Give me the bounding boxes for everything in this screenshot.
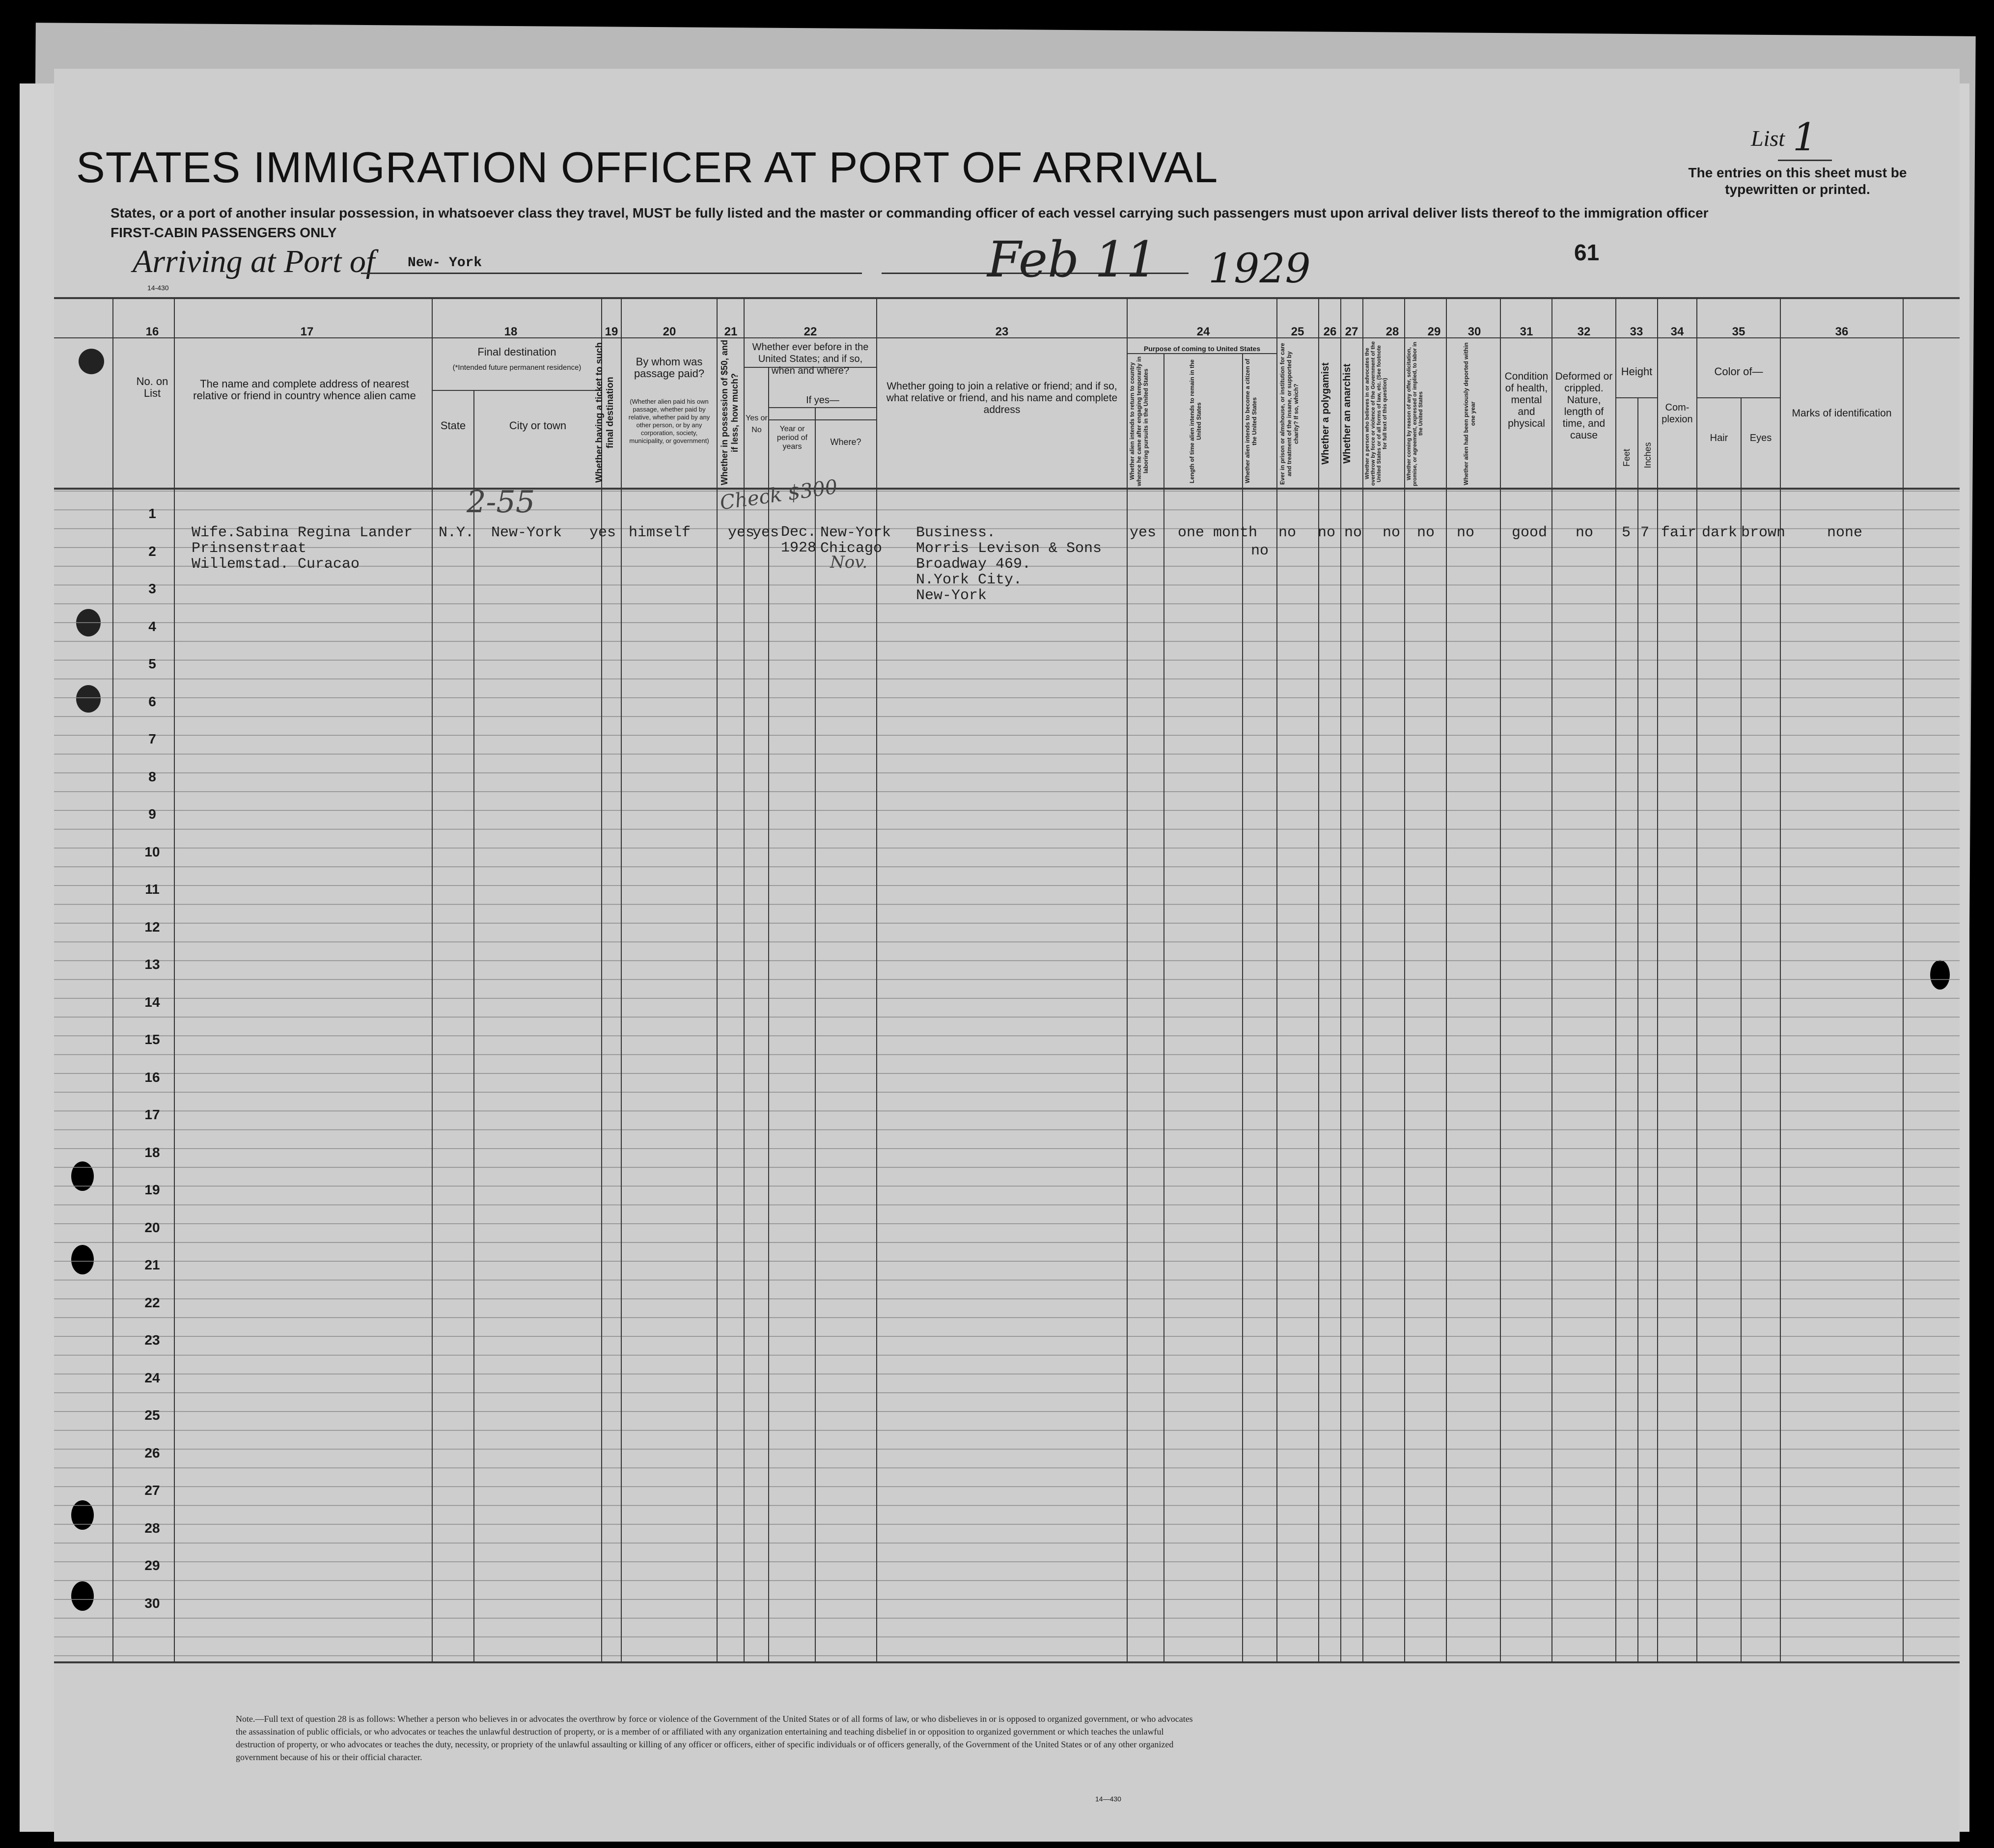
col-num-28: 28 [1385, 325, 1399, 338]
row-number: 1 [148, 506, 156, 521]
header-marks: Marks of identification [1792, 408, 1892, 419]
handwritten-money-note: Check $300 [718, 475, 839, 515]
list-label: List [1751, 126, 1785, 151]
col-num-17: 17 [300, 325, 314, 338]
col-num-19: 19 [605, 325, 618, 338]
header-money: Whether in possession of $50, and if less, how much? [720, 339, 740, 486]
header-join: Whether going to join a relative or friend; and if so, what relative or friend, and his name and complete address [886, 381, 1118, 415]
list-number: 1 [1778, 115, 1832, 161]
header-where: Where? [830, 437, 861, 447]
handwritten-destination-note: 2-55 [467, 484, 535, 520]
header-prison: Ever in prison or almshouse, or institution for care and treatment of the insane, or supported by charity? If so, which? [1279, 343, 1300, 485]
anarchist-value: no [1344, 524, 1362, 541]
row-number: 16 [144, 1069, 160, 1085]
col-num-22: 22 [803, 325, 817, 338]
eyes-value: brown [1741, 524, 1786, 541]
row-number: 11 [145, 882, 160, 897]
length-of-stay: one month [1178, 524, 1258, 541]
join-line4: N.York City. [916, 572, 1023, 588]
form-code: 14-430 [147, 284, 169, 292]
row-number: 10 [144, 844, 160, 859]
header-hair: Hair [1710, 433, 1728, 443]
col-num-26: 26 [1323, 325, 1337, 338]
footer-form-code: 14—430 [1095, 1795, 1121, 1803]
header-final-destination: Final destination [477, 346, 556, 358]
header-year-period: Year or period of years [776, 425, 808, 451]
row-number: 18 [144, 1144, 160, 1160]
arrival-date: Feb 11 [987, 231, 1158, 288]
header-height: Height [1621, 365, 1653, 378]
relative-line2: Prinsenstraat [192, 540, 307, 557]
row-number: 17 [144, 1107, 160, 1122]
header-no-on-list: No. on List [136, 375, 168, 399]
q28-value: no [1383, 524, 1401, 541]
header-color: Color of— [1714, 365, 1763, 378]
form-title: STATES IMMIGRATION OFFICER AT PORT OF ARRIVAL [76, 143, 1219, 192]
header-polygamist: Whether a polygamist [1320, 362, 1331, 465]
form-subtitle: States, or a port of another insular possession, in whatsoever class they travel, MUST be fully listed and the master or commanding officer of each vessel carrying such passengers must upon arrival deliver lists thereof to the immigration officer [111, 205, 1709, 221]
row-number: 9 [148, 806, 156, 822]
inches-value: 7 [1640, 524, 1650, 541]
where-line1: New-York [820, 524, 891, 541]
header-length: Length of time alien intends to remain in the United States [1189, 359, 1202, 483]
header-if-yes: If yes— [806, 395, 839, 406]
handwritten-where-note: Nov. [830, 552, 868, 572]
header-return: Whether alien intends to return to country whence he came after engaging temporarily in laboring pursuits in the United States [1129, 356, 1149, 486]
footnote: Note.—Full text of question 28 is as follows: Whether a person who believes in or advocates the overthrow by force or violence of the Government of the United States or of all forms of law, or who disbelieves in or is opposed to organized government, or who advocates the assassination of public officials, or who advocates or teaches the unlawful destruction of property, or is a member of or affiliated with any organization entertaining and teaching disbelief in or opposition to organized government or which teaches the unlawful destruction of property, or who advocates or teaches the duty, necessity, or propriety of the unlawful assaulting or killing of any officer or officers, either of specific individuals or of officers generally, of the Government of the United States or of any other organized government because of his or their official character. [236, 1714, 1193, 1762]
passage-paid-by: himself [629, 524, 691, 541]
header-eyes: Eyes [1749, 433, 1772, 443]
header-yes-no: Yes or No [746, 414, 768, 434]
join-line3: Broadway 469. [916, 556, 1031, 573]
row-number: 24 [144, 1370, 160, 1385]
col-num-29: 29 [1427, 325, 1441, 338]
row-number: 15 [144, 1032, 160, 1047]
header-health: Condition of health, mental and physical [1504, 371, 1549, 429]
header-q29: Whether coming by reason of any offer, solicitation, promise, or agreement, expressed or implied, to labor in the United States [1406, 341, 1424, 486]
header-deported: Whether alien had been previously deported within one year [1463, 342, 1476, 485]
row-number: 6 [148, 693, 156, 709]
header-ticket: Whether having a ticket to such final destination [594, 342, 615, 483]
row-number: 14 [144, 994, 160, 1010]
row-number: 28 [144, 1520, 160, 1536]
join-line1: Business. [916, 524, 996, 541]
row-number: 5 [148, 656, 156, 671]
row-number: 22 [144, 1295, 160, 1310]
row-number: 20 [144, 1219, 160, 1235]
header-q28: Whether a person who believes in or advocates the overthrow by force or violence of the Government of the United States or of all forms of law, etc. (See footnote for full text of this question) [1364, 341, 1388, 486]
page-number: 61 [1574, 240, 1600, 265]
header-feet: Feet [1622, 448, 1632, 467]
col-num-24: 24 [1196, 325, 1210, 338]
health-value: good [1512, 524, 1548, 541]
header-purpose: Purpose of coming to United States [1143, 345, 1261, 353]
arrival-year: 1929 [1208, 246, 1311, 292]
hair-value: dark [1702, 524, 1738, 541]
year-period: Dec. 1928 [781, 524, 817, 556]
col-num-25: 25 [1291, 325, 1304, 338]
row-number: 30 [144, 1595, 160, 1611]
col-num-16: 16 [145, 325, 159, 338]
header-citizen: Whether alien intends to become a citizen of the United States [1244, 359, 1258, 484]
header-state: State [440, 419, 466, 432]
ticket-value: yes [589, 524, 616, 541]
deported-value: no [1457, 524, 1475, 541]
row-number: 23 [144, 1332, 160, 1348]
col-num-27: 27 [1345, 325, 1358, 338]
join-line2: Morris Levison & Sons [916, 540, 1102, 557]
complexion-value: fair [1661, 524, 1697, 541]
row-number: 13 [144, 957, 160, 972]
row-number: 7 [148, 731, 156, 746]
row-number: 8 [148, 769, 156, 784]
before-in-us: yes [752, 524, 779, 541]
row-number: 27 [144, 1483, 160, 1498]
row-number: 25 [144, 1407, 160, 1423]
row-number: 2 [148, 543, 156, 559]
col-num-35: 35 [1732, 325, 1745, 338]
destination-city: New-York [491, 524, 562, 541]
relative-line3: Willemstad. Curacao [192, 556, 360, 573]
row-number: 3 [148, 581, 156, 596]
money-value: yes [728, 524, 755, 541]
header-passage: By whom was passage paid? [634, 356, 705, 380]
return-intent: yes [1130, 524, 1157, 541]
header-final-destination-sub: (*Intended future permanent residence) [452, 363, 582, 372]
marks-value: none [1827, 524, 1863, 541]
row-number: 29 [144, 1558, 160, 1573]
col-num-30: 30 [1468, 325, 1481, 338]
entries-note: The entries on this sheet must be typewritten or printed. [1688, 165, 1907, 197]
header-deformed: Deformed or crippled. Nature, length of time, and cause [1555, 371, 1613, 441]
form-subtitle-2: FIRST-CABIN PASSENGERS ONLY [111, 225, 337, 240]
header-passage-sub: (Whether alien paid his own passage, whether paid by relative, whether paid by any other person, or by any corporation, society, municipality, or government) [628, 398, 710, 444]
where-line2: Chicago [820, 540, 883, 557]
header-inches: Inches [1643, 442, 1653, 469]
col-num-18: 18 [504, 325, 518, 338]
header-city: City or town [509, 419, 567, 432]
polygamist-value: no [1318, 524, 1336, 541]
join-line5: New-York [916, 587, 987, 604]
row-number: 12 [144, 919, 160, 935]
q29-value: no [1417, 524, 1435, 541]
col-num-33: 33 [1630, 325, 1643, 338]
deformed-value: no [1576, 524, 1594, 541]
feet-value: 5 [1622, 524, 1631, 541]
port-value: New- York [408, 255, 482, 271]
row-number: 4 [148, 618, 156, 634]
row-number: 26 [144, 1445, 160, 1461]
col-num-31: 31 [1520, 325, 1533, 338]
relative-line1: Wife.Sabina Regina Lander [192, 524, 413, 541]
col-num-23: 23 [995, 325, 1009, 338]
col-num-36: 36 [1835, 325, 1849, 338]
row-number: 19 [144, 1182, 160, 1197]
prison-value: no [1278, 524, 1297, 541]
header-anarchist: Whether an anarchist [1342, 363, 1353, 464]
citizen-value: no [1251, 543, 1269, 559]
arriving-label: Arriving at Port of [133, 244, 375, 279]
header-before-in-us: Whether ever before in the United States; and if so, when and where? [752, 342, 869, 376]
col-num-32: 32 [1577, 325, 1591, 338]
col-num-34: 34 [1670, 325, 1684, 338]
row-number: 21 [144, 1257, 160, 1272]
header-relative: The name and complete address of nearest relative or friend in country whence alien came [193, 378, 416, 402]
header-complexion: Com-plexion [1662, 402, 1693, 425]
destination-state: N.Y. [439, 524, 474, 541]
col-num-20: 20 [663, 325, 676, 338]
col-num-21: 21 [724, 325, 738, 338]
